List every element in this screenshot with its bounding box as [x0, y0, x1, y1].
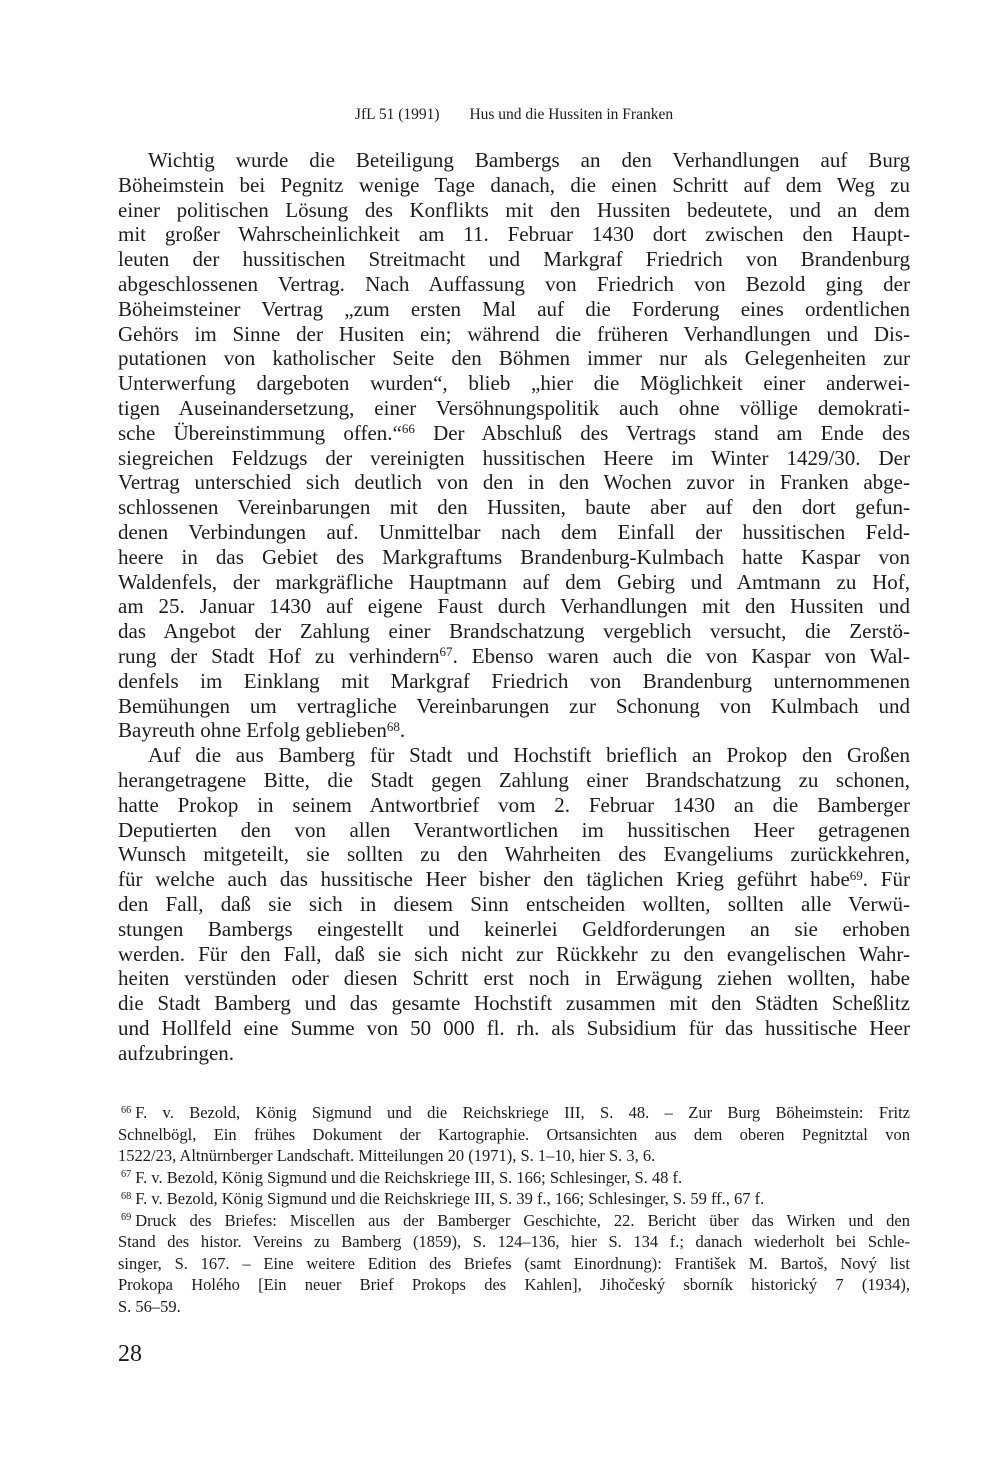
line-text: Wichtig wurde die Beteiligung Bambergs an den Verhandlungen auf Burg [148, 148, 910, 172]
footnote-66 [118, 1102, 910, 1167]
body-line [118, 966, 910, 991]
body-line [118, 446, 910, 471]
paragraph [118, 148, 910, 743]
footnote-number: 67 [121, 1169, 132, 1181]
line-text: . Ebenso waren auch die von Kaspar von Wal- [452, 643, 910, 668]
footnote-ref: 67 [439, 644, 453, 660]
footnote-line [118, 1231, 910, 1253]
line-text: den Fall, daß sie sich in diesem Sinn entscheiden wollten, sollten alle Verwü- [118, 891, 910, 916]
footnote-number: 69 [121, 1212, 132, 1224]
line-text: aufzubringen. [118, 1040, 235, 1065]
line-text: 1522/23, Altnürnberger Landschaft. Mitteilungen 20 (1971), S. 1–10, hier S. 3, 6. [118, 1146, 656, 1165]
body-line [118, 297, 910, 322]
line-text: schlossenen Vereinbarungen mit den Hussiten, baute aber auf den dort gefun- [118, 495, 910, 520]
line-text: S. 56–59. [118, 1296, 181, 1316]
line-text: die Stadt Bamberg und das gesamte Hochstift zusammen mit den Städten Scheßlitz [118, 991, 910, 1016]
footnote-number: 68 [121, 1190, 132, 1202]
paragraph [118, 743, 910, 1065]
line-text: für welche auch das hussitische Heer bisher den täglichen Krieg geführt habe [118, 867, 850, 892]
line-text: abgeschlossenen Vertrag. Nach Auffassung von Friedrich von Bezold ging der [118, 271, 910, 296]
running-title: Hus und die Hussiten in Franken [469, 106, 674, 123]
body-line [118, 148, 910, 173]
body-line [118, 247, 910, 272]
body-line [118, 644, 910, 669]
body-line [118, 917, 910, 942]
body-text [118, 148, 910, 1065]
line-text: Prokopa Holého [Ein neuer Brief Prokops des Kahlen], Jihočeský sborník historický 7 (1934), [118, 1275, 910, 1294]
line-text: herangetragene Bitte, die Stadt gegen Zahlung einer Brandschatzung zu schonen, [118, 767, 910, 792]
line-text: am 25. Januar 1430 auf eigene Faust durch Verhandlungen mit den Hussiten und [118, 594, 910, 619]
body-line [118, 892, 910, 917]
line-text: tigen Auseinandersetzung, einer Versöhnungspolitik auch ohne völlige demokrati- [118, 395, 910, 420]
body-line [118, 867, 910, 892]
footnote-line [118, 1102, 910, 1124]
line-text: . Für [862, 867, 910, 892]
line-text: Böheimstein bei Pegnitz wenige Tage danach, die einen Schritt auf dem Weg zu [118, 172, 910, 197]
line-text: heiten verstünden oder diesen Schritt erst noch in Erwägung ziehen wollten, habe [118, 966, 910, 991]
footnote-line [118, 1296, 910, 1318]
footnote-69 [118, 1210, 910, 1318]
line-text: Gehörs im Sinne der Husiten ein; während die früheren Verhandlungen und Dis- [118, 321, 910, 346]
body-line [118, 520, 910, 545]
body-line [118, 619, 910, 644]
footnote-ref: 68 [386, 718, 400, 734]
line-text: Stand des histor. Vereins zu Bamberg (1859), S. 124–136, hier S. 134 f.; danach wiederholt bei Schle- [118, 1232, 910, 1251]
body-line [118, 743, 910, 768]
body-line [118, 991, 910, 1016]
body-line [118, 346, 910, 371]
body-line [118, 198, 910, 223]
line-text: putationen von katholischer Seite den Böhmen immer nur als Gelegenheiten zur [118, 346, 910, 371]
footnote-line [118, 1274, 910, 1296]
line-text: Auf die aus Bamberg für Stadt und Hochstift brieflich an Prokop den Großen [148, 743, 910, 768]
line-text: Der Abschluß des Vertrags stand am Ende des [414, 420, 910, 445]
page-number: 28 [118, 1341, 142, 1367]
body-line [118, 669, 910, 694]
running-header [118, 105, 910, 125]
body-line [118, 396, 910, 421]
line-text: Böheimsteiner Vertrag „zum ersten Mal auf die Forderung eines ordentlichen [118, 296, 910, 321]
line-text: hatte Prokop in seinem Antwortbrief vom 2. Februar 1430 an die Bamberger [118, 792, 910, 817]
footnote-line [118, 1188, 910, 1210]
footnote-68 [118, 1188, 910, 1210]
body-line [118, 570, 910, 595]
body-line [118, 842, 910, 867]
line-text: Wunsch mitgeteilt, sie sollten zu den Wahrheiten des Evangeliums zurückkehren, [118, 842, 910, 867]
line-text: denfels im Einklang mit Markgraf Friedrich von Brandenburg unternommenen [118, 668, 910, 693]
line-text: Bemühungen um vertragliche Vereinbarungen zur Schonung von Kulmbach und [118, 693, 910, 718]
footnote-line [118, 1210, 910, 1232]
line-text: und Hollfeld eine Summe von 50 000 fl. rh. als Subsidium für das hussitische Heer [118, 1015, 910, 1040]
body-line [118, 1041, 910, 1066]
body-line [118, 371, 910, 396]
footnote-line [118, 1145, 910, 1167]
footnote-number: 66 [121, 1104, 132, 1116]
line-text: Druck des Briefes: Miscellen aus der Bamberger Geschichte, 22. Bericht über das Wirken und den [135, 1210, 910, 1230]
footnote-line [118, 1167, 910, 1189]
footnote-67 [118, 1167, 910, 1189]
line-text: Deputierten den von allen Verantwortlichen im hussitischen Heer getragenen [118, 817, 910, 842]
body-line [118, 694, 910, 719]
footnote-ref: 66 [401, 421, 415, 437]
body-line [118, 1016, 910, 1041]
footnote-line [118, 1253, 910, 1275]
body-line [118, 222, 910, 247]
line-text: F. v. Bezold, König Sigmund und die Reichskriege III, S. 48. – Zur Burg Böheimstein: Fritz [135, 1103, 910, 1122]
line-text: Schnelbögl, Ein frühes Dokument der Kartographie. Ortsansichten aus dem oberen Pegnitztal von [118, 1124, 910, 1144]
line-text: das Angebot der Zahlung einer Brandschatzung vergeblich versucht, die Zerstö- [118, 619, 910, 644]
line-text: Bayreuth ohne Erfolg geblieben [118, 718, 387, 743]
body-line [118, 173, 910, 198]
footnotes [118, 1102, 910, 1317]
line-text: einer politischen Lösung des Konflikts mit den Hussiten bedeutete, und an dem [118, 197, 910, 222]
line-text: mit großer Wahrscheinlichkeit am 11. Februar 1430 dort zwischen den Haupt- [118, 222, 910, 247]
body-line [118, 272, 910, 297]
body-line [118, 818, 910, 843]
body-line [118, 470, 910, 495]
line-text: heere in das Gebiet des Markgraftums Brandenburg-Kulmbach hatte Kaspar von [118, 544, 910, 569]
journal-citation: JfL 51 (1991) [354, 106, 440, 123]
body-line [118, 793, 910, 818]
body-line [118, 495, 910, 520]
body-line [118, 594, 910, 619]
body-line [118, 322, 910, 347]
line-text: F. v. Bezold, König Sigmund und die Reichskriege III, S. 39 f., 166; Schlesinger, S. 59 ff., 67 f. [135, 1189, 765, 1208]
line-text: Waldenfels, der markgräfliche Hauptmann auf dem Gebirg und Amtmann zu Hof, [118, 569, 910, 594]
line-text: sche Übereinstimmung offen.“ [118, 420, 402, 445]
footnote-ref: 69 [849, 867, 863, 883]
line-text: . [399, 718, 406, 743]
body-line [118, 718, 910, 743]
body-line [118, 942, 910, 967]
line-text: stungen Bambergs eingestellt und keinerlei Geldforderungen an sie erhoben [118, 916, 910, 941]
line-text: denen Verbindungen auf. Unmittelbar nach dem Einfall der hussitischen Feld- [118, 519, 910, 544]
body-line [118, 545, 910, 570]
line-text: Unterwerfung dargeboten wurden“, blieb „hier die Möglichkeit einer anderwei- [118, 371, 910, 396]
line-text: leuten der hussitischen Streitmacht und Markgraf Friedrich von Brandenburg [118, 247, 910, 272]
footnote-line [118, 1124, 910, 1146]
body-line [118, 421, 910, 446]
line-text: rung der Stadt Hof zu verhindern [118, 643, 440, 668]
body-line [118, 768, 910, 793]
line-text: F. v. Bezold, König Sigmund und die Reichskriege III, S. 166; Schlesinger, S. 48 f. [135, 1167, 683, 1187]
line-text: Vertrag unterschied sich deutlich von den in den Wochen zuvor in Franken abge- [118, 470, 910, 495]
line-text: werden. Für den Fall, daß sie sich nicht zur Rückkehr zu den evangelischen Wahr- [118, 941, 910, 966]
line-text: siegreichen Feldzugs der vereinigten hussitischen Heere im Winter 1429/30. Der [118, 445, 910, 470]
line-text: singer, S. 167. – Eine weitere Edition des Briefes (samt Einordnung): František M. Bartoš, Nový list [118, 1253, 910, 1273]
